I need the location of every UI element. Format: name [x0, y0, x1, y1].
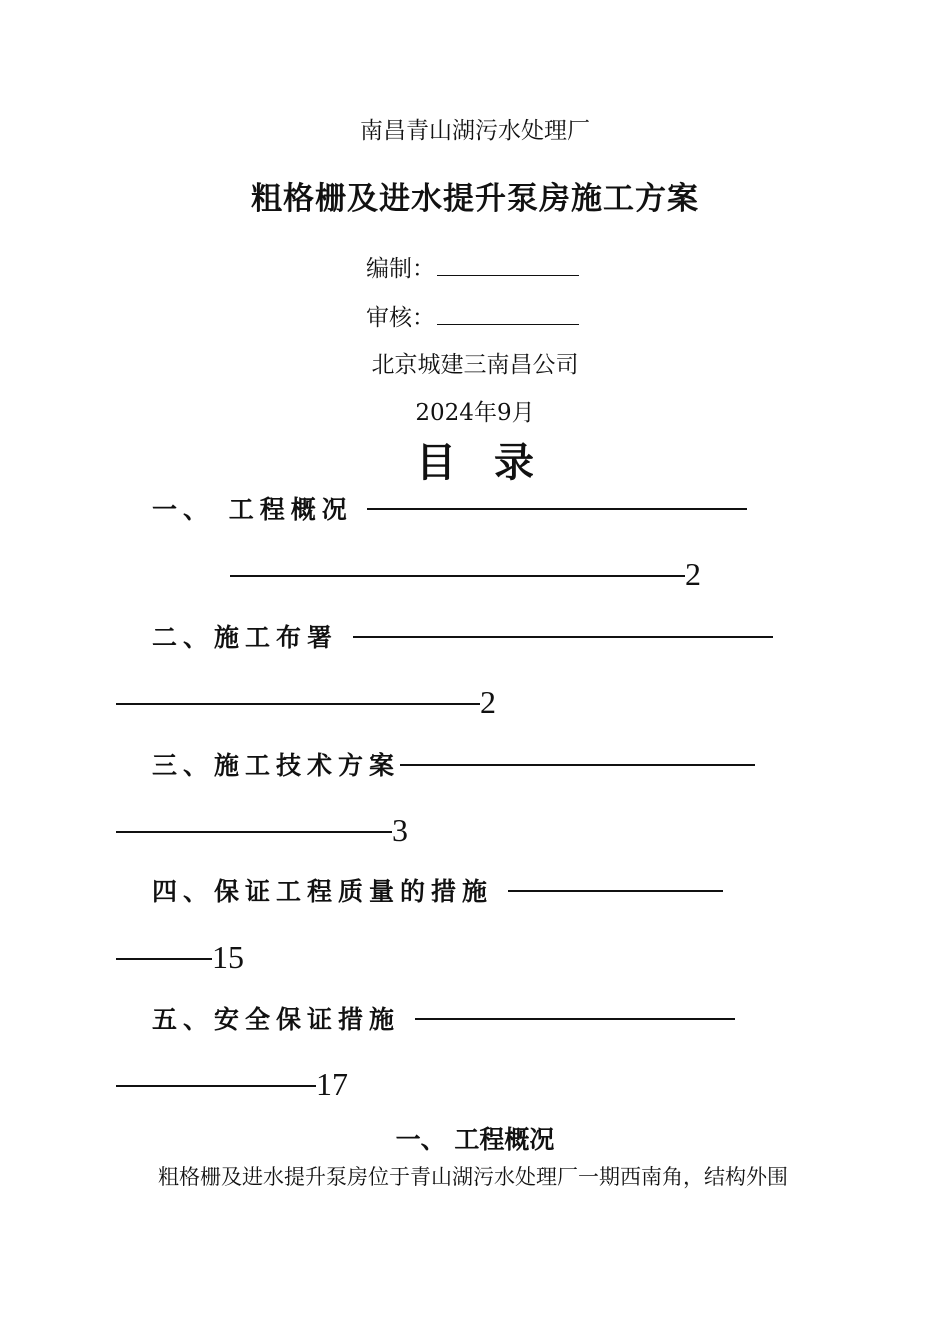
- toc-page-number: 2: [480, 684, 496, 720]
- toc-item-4[interactable]: [152, 874, 723, 910]
- toc-item-1[interactable]: [152, 492, 747, 528]
- toc-item-label: 三、施工技术方案: [152, 751, 401, 780]
- document-title: 粗格栅及进水提升泵房施工方案: [251, 181, 699, 217]
- toc-page-number: 3: [392, 812, 408, 848]
- toc-leader: [508, 890, 723, 892]
- reviewer-blank-line: [437, 302, 579, 325]
- toc-item-5-continuation: [116, 1064, 348, 1106]
- document-date: 2024年9月: [415, 400, 535, 426]
- toc-item-label: 一、 工程概况: [152, 495, 353, 524]
- editor-field: [366, 253, 579, 284]
- toc-item-3[interactable]: [152, 748, 755, 784]
- toc-heading: 目录: [416, 439, 572, 486]
- section-body-text: 粗格栅及进水提升泵房位于青山湖污水处理厂一期西南角，结构外围: [158, 1165, 788, 1189]
- toc-leader: [400, 764, 755, 766]
- section-heading: 一、 工程概况: [395, 1125, 555, 1154]
- toc-item-label: 四、保证工程质量的措施: [152, 877, 494, 906]
- toc-item-1-continuation: [230, 554, 701, 596]
- toc-page-number: 17: [316, 1066, 348, 1102]
- editor-label: 编制：: [366, 256, 435, 282]
- toc-leader: [353, 636, 773, 638]
- reviewer-field: [366, 302, 579, 333]
- toc-leader: [116, 703, 480, 705]
- organization-name: 南昌青山湖污水处理厂: [360, 118, 590, 144]
- toc-leader: [116, 958, 212, 960]
- toc-item-4-continuation: [116, 937, 244, 979]
- toc-leader: [230, 575, 685, 577]
- toc-page-number: 15: [212, 939, 244, 975]
- toc-item-2-continuation: [116, 682, 496, 724]
- toc-item-label: 五、安全保证措施: [152, 1005, 401, 1034]
- toc-item-2[interactable]: [152, 620, 773, 656]
- toc-leader: [116, 831, 392, 833]
- toc-item-5[interactable]: [152, 1002, 735, 1038]
- toc-item-label: 二、施工布署: [152, 623, 339, 652]
- toc-leader: [116, 1085, 316, 1087]
- reviewer-label: 审核：: [366, 305, 435, 331]
- toc-item-3-continuation: [116, 810, 408, 852]
- company-name: 北京城建三南昌公司: [371, 352, 579, 378]
- toc-page-number: 2: [685, 556, 701, 592]
- toc-leader: [415, 1018, 735, 1020]
- toc-leader: [367, 508, 747, 510]
- editor-blank-line: [437, 253, 579, 276]
